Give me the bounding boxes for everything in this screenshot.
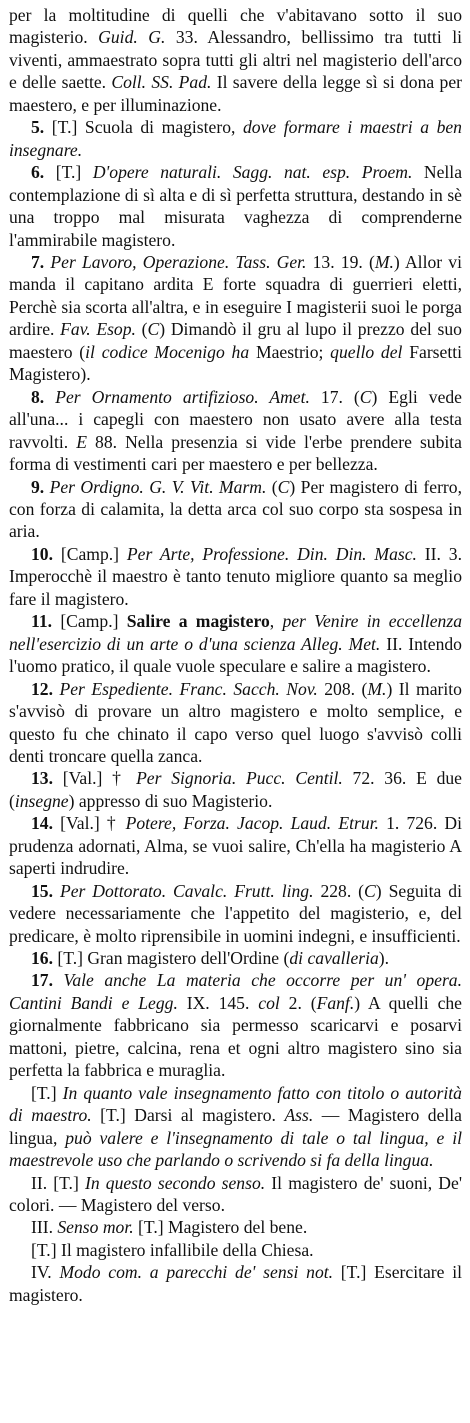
entry-text: ) Dimandò il gru al lupo il prezzo del suo maestero ( (9, 319, 462, 362)
sense-number: 13. (31, 768, 53, 789)
entry-sense-III-example (9, 1239, 462, 1261)
entry-text: ) Il marito s'avvisò di provare un altro magistero e molto semplice, e questo fu che chinato il capo verso quel luogo s'avvisò colli denti troncare quella zanca. (9, 678, 462, 766)
entry-text: III. (31, 1217, 58, 1238)
entry-text: II. [T.] (31, 1172, 85, 1193)
entry-text: ) Allor vi manda il capitano ardita E forte squadra di guerrieri eletti, Perchè sia scorta all'altra, e in eseguire I magisterii suoi le porga ardire. (9, 251, 462, 340)
italic-citation: C (364, 880, 376, 901)
entry-text: 228. ( (313, 880, 365, 901)
entry-text: II. Intendo l'uomo pratico, il quale vuole speculare e salire a magistero. (9, 633, 462, 677)
entry-text: ) appresso di suo Magisterio. (68, 790, 273, 811)
entry-text: per la moltitudine di quelli che v'abitavano sotto il suo magisterio. (9, 5, 462, 48)
italic-citation: C (147, 319, 160, 340)
italic-citation: In quanto vale insegnamento fatto con titolo o autorità di maestro. (9, 1082, 462, 1126)
italic-citation: Per Signoria. Pucc. Centil. (136, 768, 343, 789)
entry-sense-9 (9, 476, 462, 543)
italic-citation: Per Ordigno. G. V. Vit. Marm. (49, 476, 267, 497)
entry-text: Farsetti Magistero). (9, 341, 462, 385)
entry-text: 72. 36. E due ( (9, 768, 462, 811)
entry-text: [Camp.] (52, 611, 127, 632)
entry-text: [T.] Darsi al magistero. (91, 1105, 285, 1126)
sense-number: Salire a magistero (126, 611, 270, 632)
sense-number: 7. (31, 251, 45, 272)
entry-text: ) A quelli che giornalmente fabbricano sia permesso scaricarvi e posarvi mattoni, pietre, calcina, rena et ogni altro magistero sino sia perfetta la fabbrica e muraglia. (9, 992, 462, 1081)
entry-text: [T.] Magistero del bene. (133, 1217, 308, 1238)
italic-citation: il codice Mocenigo ha (85, 341, 250, 362)
italic-citation: Fanf. (316, 992, 355, 1013)
entry-text: 2. ( (279, 992, 317, 1013)
sense-number: 10. (31, 543, 53, 564)
italic-citation: Coll. SS. Pad. (111, 72, 212, 93)
entry-text: [T.] (44, 162, 93, 183)
entry-text (53, 881, 60, 901)
italic-citation: E (76, 431, 87, 452)
entry-text: [Camp.] (53, 543, 127, 564)
sense-number: 16. (31, 948, 53, 969)
sense-number: 15. (31, 880, 53, 901)
sense-number: 14. (31, 813, 53, 834)
entry-text: [Val.] † (53, 813, 126, 834)
entry-text: ) Per magistero di ferro, con forza di calamita, la detta arca col suo corpo sta sospesa in aria. (9, 476, 462, 542)
entry-text: ( (135, 319, 148, 340)
italic-citation: D'opere naturali. Sagg. nat. esp. Proem. (92, 162, 413, 183)
italic-citation: Guid. G. (98, 27, 166, 48)
sense-number: 11. (31, 611, 53, 632)
entry-text: [T.] Scuola di magistero, (44, 117, 243, 138)
italic-citation: Per Ornamento artifizioso. Amet. (55, 386, 310, 407)
entry-text: 208. ( (317, 678, 368, 699)
entry-text: ) Seguita di vedere necessariamente che l'appetito del magisterio, e, del predicare, è molto riprensibile in uomini indegni, e insufficienti. (9, 880, 462, 946)
italic-citation: C (359, 386, 372, 407)
entry-text (53, 970, 64, 990)
entry-sense-IV (9, 1261, 462, 1306)
entry-text: II. 3. Imperocchè il maestro è tanto tenuto migliore quanto sa meglio fare il magistero. (9, 543, 462, 609)
entry-sense-5 (9, 116, 462, 161)
entry-text: [T.] (31, 1082, 63, 1103)
italic-citation: Ass. (284, 1105, 314, 1126)
italic-citation: dove formare i maestri a ben insegnare. (9, 117, 462, 160)
entry-sense-7 (9, 251, 462, 386)
sense-number: 9. (31, 476, 45, 497)
entry-text: Nella contemplazione di sì alta e di sì perfetta struttura, destando in sè una troppo mal misurata vaghezza di comprenderne l'ammirabile magistero. (9, 162, 462, 250)
italic-citation: M. (374, 251, 394, 272)
entry-sense-10 (9, 543, 462, 610)
entry-text: 88. Nella presenzia si vide l'erbe prendere subita forma di vestimenti cari per maestero e per bellezza. (9, 431, 462, 475)
italic-citation: Vale anche La materia che occorre per un' opera. Cantini Bandi e Legg. (9, 970, 463, 1013)
italic-citation: Per Dottorato. Cavalc. Frutt. ling. (59, 880, 314, 901)
italic-citation: Per Lavoro, Operazione. Tass. Ger. (50, 251, 307, 272)
italic-citation: Per Espediente. Franc. Sacch. Nov. (59, 678, 318, 699)
entry-text: [T.] Esercitare il magistero. (9, 1262, 463, 1305)
entry-sense-11 (9, 610, 462, 677)
entry-sense-II (9, 1172, 462, 1217)
entry-text: 17. ( (309, 386, 360, 407)
entry-text: Il savere della legge sì si dona per maestero, e per illuminazione. (9, 72, 462, 115)
sense-number: 17. (31, 970, 53, 991)
entry-text: [Val.] † (53, 768, 137, 789)
entry-text: , (269, 611, 283, 632)
entry-sense-14 (9, 812, 462, 879)
italic-citation: può valere e l'insegnamento di tale o tal lingua, e il maestrevole uso che parlando o scrivendo si fa della lingua. (9, 1127, 462, 1171)
entry-text: Il magistero de' suoni, De' colori. — Magistero del verso. (9, 1172, 462, 1216)
entry-sense-8 (9, 386, 462, 476)
sense-number: 6. (31, 162, 45, 183)
italic-citation: M. (367, 678, 387, 699)
italic-citation: per Venire in eccellenza nell'esercizio di un arte o d'una scienza Alleg. Met. (9, 611, 462, 654)
entry-text: IX. 145. (177, 992, 259, 1013)
sense-number: 5. (31, 117, 45, 138)
sense-number: 12. (31, 678, 53, 699)
entry-sense-III (9, 1216, 462, 1238)
italic-citation: di cavalleria (289, 948, 379, 969)
italic-citation: quello del (330, 341, 403, 362)
italic-citation: insegne (14, 790, 69, 811)
italic-citation: Potere, Forza. Jacop. Laud. Etrur. (125, 813, 379, 834)
entry-text: 33. Alessandro, bellissimo tra tutti li viventi, ammaestrato sopra tutti gli altri nel magisterio dell'arco e delle saette. (9, 27, 462, 93)
entry-sense-12 (9, 678, 462, 768)
italic-citation: Senso mor. (57, 1217, 134, 1238)
entry-text: IV. (31, 1262, 60, 1283)
italic-citation: Modo com. a parecchi de' sensi not. (59, 1262, 334, 1283)
entry-text (44, 387, 55, 407)
entry-text: — Magistero della lingua, (9, 1105, 462, 1148)
entry-text: Maestrio; (249, 341, 331, 362)
entry-text: ). (378, 948, 390, 969)
italic-citation: In questo secondo senso. (84, 1172, 266, 1193)
italic-citation: Fav. Esop. (60, 319, 136, 340)
entry-text: 1. 726. Di prudenza adornati, Alma, se vuoi salire, Ch'ella ha magisterio A saperti indrudire. (9, 813, 462, 879)
entry-sense-16 (9, 947, 462, 969)
italic-citation: col (258, 992, 280, 1013)
entry-continuation (9, 4, 462, 116)
italic-citation: Per Arte, Professione. Din. Din. Masc. (126, 543, 417, 564)
entry-text: 13. 19. ( (306, 251, 375, 272)
entry-sense-15 (9, 880, 462, 947)
entry-sense-17 (9, 969, 462, 1081)
entry-text: [T.] Il magistero infallibile della Chiesa. (31, 1239, 314, 1260)
entry-tommaseo-note (9, 1082, 462, 1172)
entry-text: [T.] Gran magistero dell'Ordine ( (53, 948, 290, 969)
entry-text: ) Egli vede all'una... i capegli con maestero non usato avere alla testa ravvolti. (9, 386, 462, 452)
italic-citation: C (277, 476, 290, 497)
entry-sense-6 (9, 161, 462, 251)
sense-number: 8. (31, 386, 45, 407)
entry-sense-13 (9, 767, 462, 812)
entry-text: ( (266, 476, 278, 497)
